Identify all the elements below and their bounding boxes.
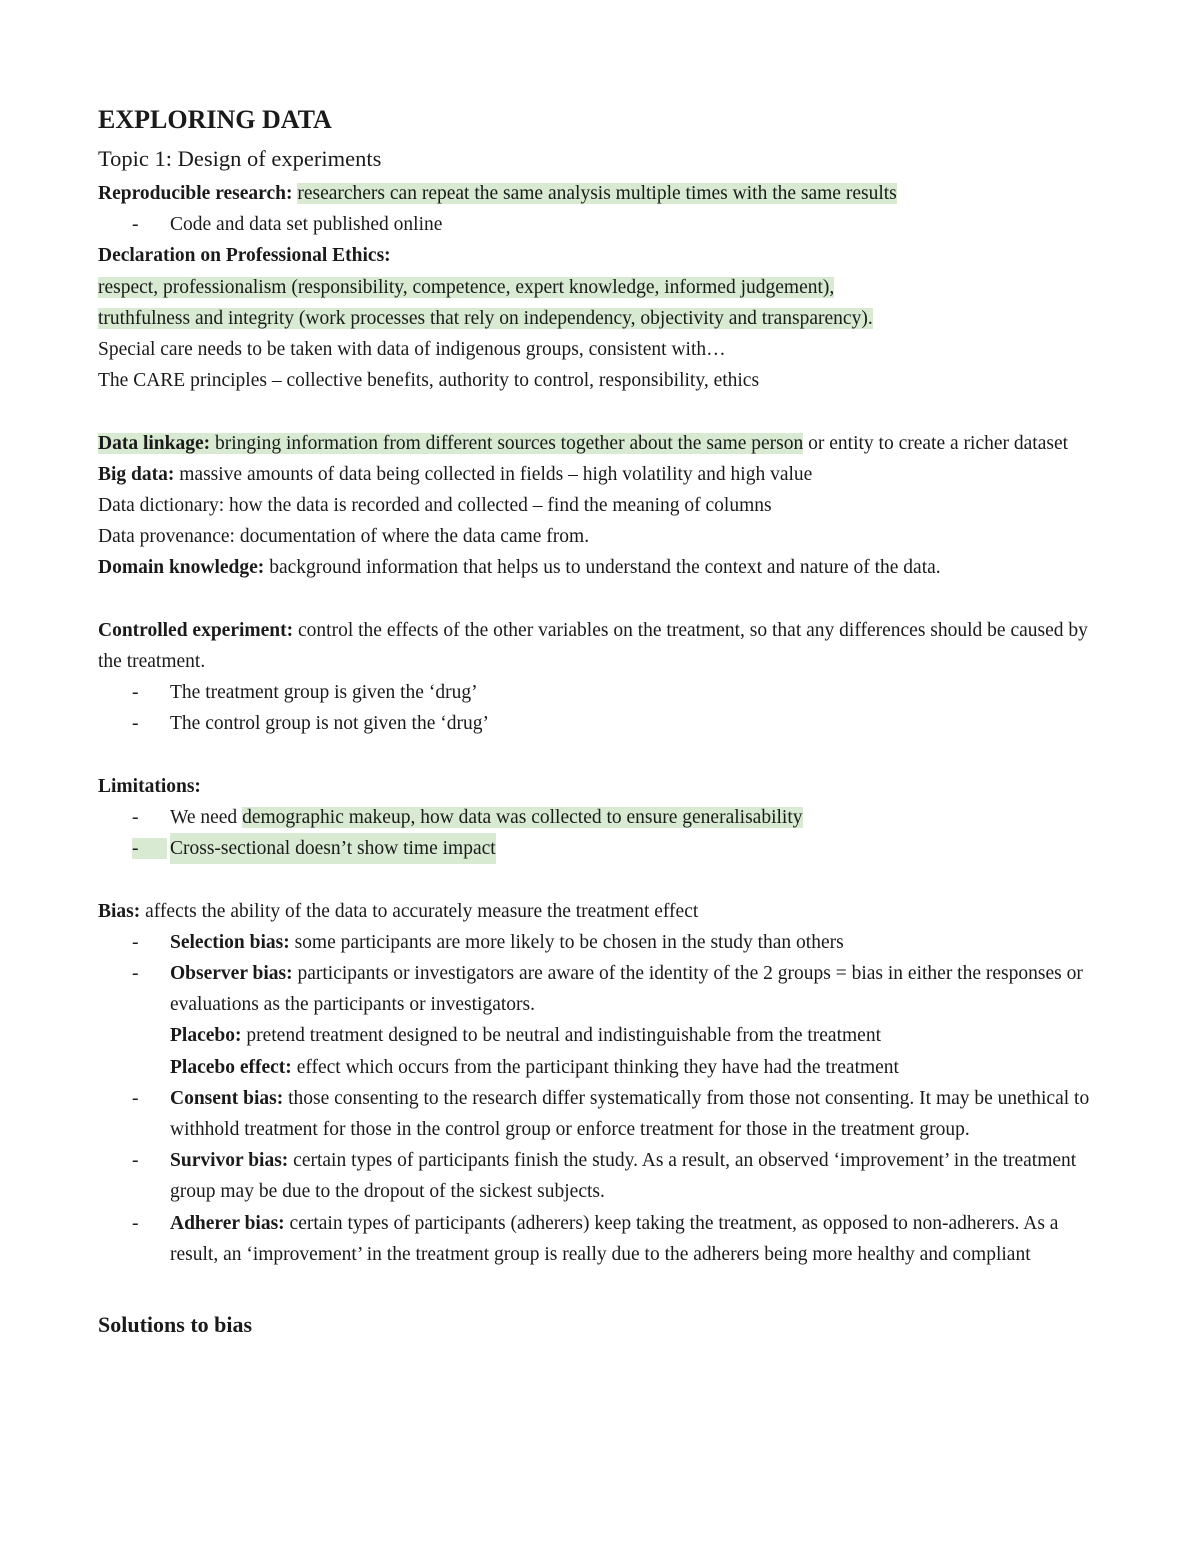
highlighted-text: respect, professionalism (responsibility, competence, expert knowledge, informed judgement), [98,276,835,298]
reproducible-research-definition [98,178,1102,209]
bullet-dash: - [132,1212,139,1234]
ethics-line-1 [98,272,1102,303]
term-label: Survivor bias: [170,1150,289,1172]
term-label: Placebo effect: [170,1056,292,1078]
definition-text: or entity to create a richer dataset [803,432,1069,454]
list-item [98,833,1102,864]
definition-text: participants or investigators are aware of the identity of the 2 groups = bias in either the responses or evaluations as the participants or investigators. [170,963,1083,1016]
highlighted-text: bringing information from different sources together about the same person [215,432,804,454]
spacer [98,584,1102,615]
spacer [98,396,1102,427]
bullet-dash: - [132,1087,139,1109]
solutions-heading: Solutions to bias [98,1312,253,1338]
list-item-text [170,1083,1102,1145]
highlighted-text: demographic makeup, how data was collected to ensure generalisability [242,807,803,829]
bullet-dash: - [132,963,139,985]
spacer [98,740,1102,771]
document-title: EXPLORING DATA [98,105,332,134]
term-label: Controlled experiment: [98,619,294,641]
bullet-dash: - [132,713,139,735]
highlighted-dash: - [132,838,167,859]
list-item [98,1208,1102,1270]
bullet-dash: - [132,682,139,704]
definition-text: background information that helps us to understand the context and nature of the data. [264,557,941,579]
bullet-dash: - [132,931,139,953]
definition-text: certain types of participants finish the study. As a result, an observed ‘improvement’ in the treatment group may be due to the dropout of the sickest subjects. [170,1150,1077,1203]
topic-heading: Topic 1: Design of experiments [98,146,382,171]
definition-text: affects the ability of the data to accurately measure the treatment effect [140,900,699,922]
spacer [98,1270,1102,1301]
definition-text: pretend treatment designed to be neutral and indistinguishable from the treatment [241,1025,881,1047]
definition-text: those consenting to the research differ systematically from those not consenting. It may be unethical to withhold treatment for those in the control group or enforce treatment for those in the treatment group. [170,1087,1090,1141]
term-label: Consent bias: [170,1087,284,1109]
controlled-experiment-definition [98,615,1102,677]
term-label: Bias: [98,900,141,922]
care-principles: The CARE principles – collective benefits, authority to control, responsibility, ethics [98,370,760,392]
highlighted-text: Cross-sectional doesn’t show time impact [170,833,496,864]
list-item [98,1145,1102,1207]
list-item-text [170,1145,1102,1207]
list-item [98,1083,1102,1145]
data-dictionary-definition: Data dictionary: how the data is recorded and collected – find the meaning of columns [98,495,772,517]
data-provenance-definition: Data provenance: documentation of where the data came from. [98,526,590,548]
bias-definition [98,896,1102,927]
list-item-text [170,958,1102,1020]
definition-text: massive amounts of data being collected in fields – high volatility and high value [174,463,813,485]
term-label: Placebo: [170,1025,242,1047]
list-item-text: The treatment group is given the ‘drug’ [170,682,478,704]
definition-text: control the effects of the other variables on the treatment, so that any differences should be caused by the treatment. [98,619,1088,673]
bullet-dash: - [132,1150,139,1172]
term-label: Big data: [98,463,175,485]
domain-knowledge-definition [98,552,1102,583]
term-label: Declaration on Professional Ethics: [98,245,391,267]
list-item-text: The control group is not given the ‘drug’ [170,713,489,735]
bullet-dash [98,833,170,864]
bullet-dash: - [132,214,139,236]
highlighted-text: truthfulness and integrity (work processes that rely on independency, objectivity and transparency). [98,307,873,329]
spacer [98,864,1102,895]
limitations-heading [98,771,1102,802]
term-label: Adherer bias: [170,1212,285,1234]
list-item-text [170,927,1102,958]
list-item [98,958,1102,1020]
ethics-line-2 [98,303,1102,334]
term-label: Selection bias: [170,931,290,953]
list-item [98,927,1102,958]
definition-text: some participants are more likely to be chosen in the study than others [289,931,844,953]
term-label: Reproducible research: [98,183,293,204]
placebo-effect-definition [98,1052,1102,1083]
term-label: Data linkage: [98,432,211,454]
list-item [98,708,1102,739]
term-label: Domain knowledge: [98,557,265,579]
data-linkage-definition [98,428,1102,459]
list-item [98,802,1102,833]
bullet-dash: - [132,807,139,829]
highlighted-text: researchers can repeat the same analysis multiple times with the same results [297,183,897,204]
term-label: Observer bias: [170,963,293,985]
list-item [98,677,1102,708]
list-item-text [170,1208,1102,1270]
placebo-definition [98,1020,1102,1051]
list-item-text: Code and data set published online [170,214,443,236]
ethics-heading [98,240,1102,271]
definition-text: certain types of participants (adherers) keep taking the treatment, as opposed to non-adherers. As a result, an ‘improvement’ in the treatment group is really due to the adherers being more healthy and compliant [170,1212,1059,1265]
list-item-text [170,802,1102,833]
list-item-text-prefix: We need [170,807,243,829]
big-data-definition [98,459,1102,490]
ethics-special-care: Special care needs to be taken with data of indigenous groups, consistent with… [98,339,726,361]
term-label: Limitations: [98,775,201,797]
definition-text: effect which occurs from the participant thinking they have had the treatment [291,1056,899,1078]
list-item [98,209,1102,240]
